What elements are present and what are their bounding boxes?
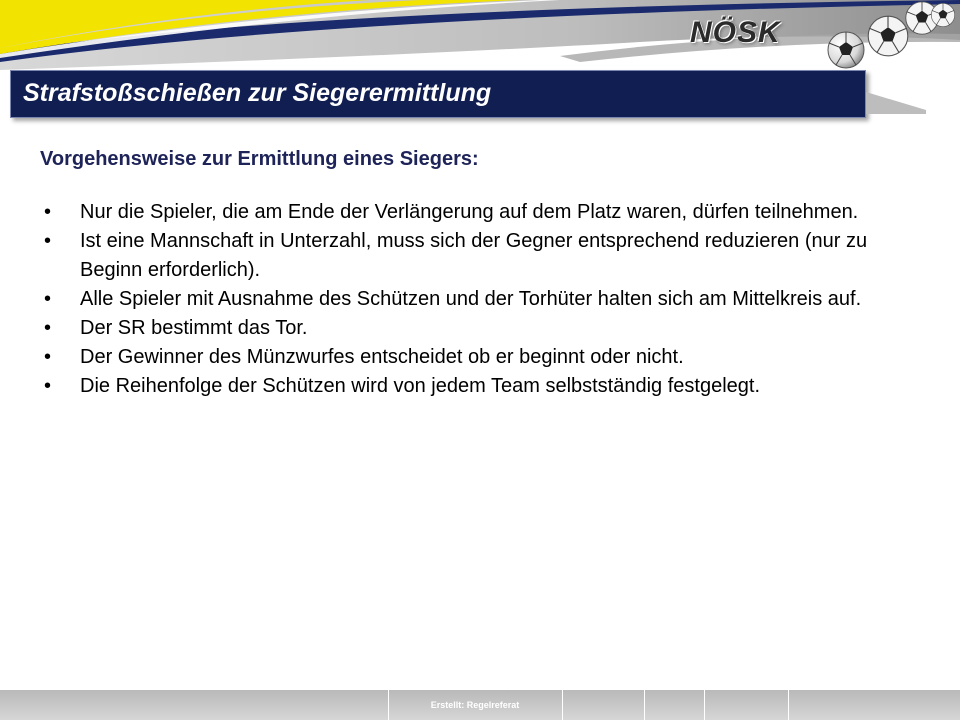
bullet-icon: •	[44, 201, 52, 223]
bullet-icon: •	[44, 230, 52, 252]
slide-title: Strafstoßschießen zur Siegerermittlung	[23, 79, 492, 107]
bullet-icon: •	[44, 375, 52, 397]
footer-cell	[704, 690, 788, 720]
footer-cell	[562, 690, 644, 720]
list-item	[40, 372, 920, 401]
list-item-text: Der SR bestimmt das Tor.	[80, 317, 308, 339]
bullet-icon: •	[44, 288, 52, 310]
list-item-text: Die Reihenfolge der Schützen wird von jedem Team selbstständig festgelegt.	[80, 375, 761, 397]
title-bar-tail	[866, 88, 926, 116]
list-item	[40, 314, 920, 343]
bullet-icon: •	[44, 346, 52, 368]
list-item	[40, 285, 920, 314]
footer-bar	[0, 690, 960, 720]
footer-text: Erstellt: Regelreferat	[430, 700, 520, 710]
bullet-icon: •	[44, 317, 52, 339]
list-item	[40, 227, 920, 285]
list-item-text: Ist eine Mannschaft in Unterzahl, muss sich der Gegner entsprechend reduzieren (nur zu Beginn erforderlich).	[80, 230, 868, 281]
slide-content	[40, 148, 920, 401]
list-item	[40, 343, 920, 372]
title-bar	[10, 70, 866, 118]
list-item	[40, 198, 920, 227]
footer-cell	[788, 690, 960, 720]
list-item-text: Der Gewinner des Münzwurfes entscheidet ob er beginnt oder nicht.	[80, 346, 684, 368]
list-item-text: Alle Spieler mit Ausnahme des Schützen und der Torhüter halten sich am Mittelkreis auf.	[80, 288, 862, 310]
list-item-text: Nur die Spieler, die am Ende der Verlängerung auf dem Platz waren, dürfen teilnehmen.	[80, 201, 859, 223]
logo: NÖSK	[690, 16, 781, 49]
footer-cell	[644, 690, 704, 720]
header-decoration	[0, 0, 960, 70]
subheading: Vorgehensweise zur Ermittlung eines Siegers:	[40, 148, 479, 170]
bullet-list	[40, 198, 920, 401]
soccer-ball-icon	[930, 2, 956, 28]
soccer-ball-icon	[826, 30, 866, 70]
